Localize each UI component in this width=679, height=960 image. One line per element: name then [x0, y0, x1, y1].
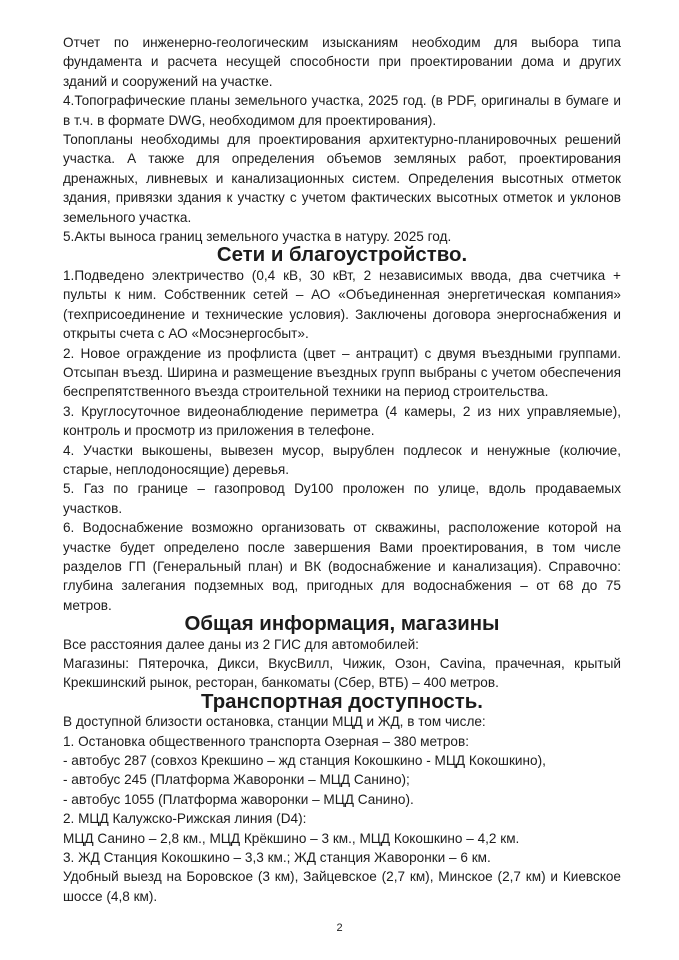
paragraph-electricity: 1.Подведено электричество (0,4 кВ, 30 кВт, 2 независимых ввода, два счетчика + пульты к ним. Собственник сетей – АО «Объединенная энергетическая компания» (техприсоединение и технические условия). Заключены договора энергоснабжения и открыты счета с АО «Мосэнергосбыт».: [63, 267, 621, 342]
heading-transport: Транспортная доступность.: [201, 690, 483, 713]
paragraph-transport-intro: В доступной близости остановка, станции МЦД и ЖД, в том числе:: [63, 714, 486, 730]
paragraph-water-supply: 6. Водоснабжение возможно организовать от скважины, расположение которой на участке будет определено после завершения Вами проектирования, в том числе разделов ГП (Генеральный план) и ВК (водоснабжение и канализация). Справочно: глубина залегания подземных вод, пригодных для водоснабжения – от 68 до 75 метров.: [63, 520, 621, 613]
paragraph-mcd-stations: МЦД Санино – 2,8 км., МЦД Крёкшино – 3 км., МЦД Кокошкино – 4,2 км.: [63, 830, 520, 846]
paragraph-geology-report: Отчет по инженерно-геологическим изысканиям необходим для выбора типа фундамента и расчета несущей способности при проектировании дома и других зданий и сооружений на участке.: [63, 35, 621, 89]
paragraph-mcd-line: 2. МЦД Калужско-Рижская линия (D4):: [63, 811, 307, 827]
heading-general-info: Общая информация, магазины: [184, 613, 500, 636]
list-item-bus-287: - автобус 287 (совхоз Крекшино – жд станция Кокошкино - МЦД Кокошкино),: [63, 753, 546, 769]
paragraph-land-clearing: 4. Участки выкошены, вывезен мусор, вырублен подлесок и ненужные (колючие, старые, неплодоносящие) деревья.: [63, 442, 621, 477]
page-number: 2: [336, 922, 343, 934]
paragraph-bus-stop: 1. Остановка общественного транспорта Озерная – 380 метров:: [63, 733, 469, 749]
list-item-bus-1055: - автобус 1055 (Платформа жаворонки – МЦД Санино).: [63, 791, 414, 807]
paragraph-video-surveillance: 3. Круглосуточное видеонаблюдение периметра (4 камеры, 2 из них управляемые), контроль и просмотр из приложения в телефоне.: [63, 403, 621, 439]
paragraph-topographic-plans: 4.Топографические планы земельного участка, 2025 год. (в PDF, оригиналы в бумаге и в т.ч. в формате DWG, необходимом для проектирования).: [63, 93, 621, 128]
paragraph-highways: Удобный выезд на Боровское (3 км), Зайцевское (2,7 км), Минское (2,7 км) и Киевское шоссе (4,8 км).: [63, 869, 621, 904]
list-item-bus-245: - автобус 245 (Платформа Жаворонки – МЦД Санино);: [63, 772, 410, 788]
paragraph-railway-stations: 3. ЖД Станция Кокошкино – 3,3 км.; ЖД станция Жаворонки – 6 км.: [63, 850, 491, 866]
paragraph-boundary-acts: 5.Акты выноса границ земельного участка в натуру. 2025 год.: [63, 229, 452, 245]
paragraph-distances-note: Все расстояния далее даны из 2 ГИС для автомобилей:: [63, 636, 419, 652]
paragraph-gas: 5. Газ по границе – газопровод Dу100 проложен по улице, вдоль продаваемых участков.: [63, 481, 621, 516]
document-page: [63, 33, 621, 906]
heading-networks: Сети и благоустройство.: [216, 244, 468, 267]
paragraph-fence: 2. Новое ограждение из профлиста (цвет – антрацит) с двумя въездными группами. Отсыпан въезд. Ширина и размещение въездных групп выбраны с учетом обеспечения беспрепятственного въезда строительной техники на период строительства.: [63, 345, 621, 400]
paragraph-topoplans-purpose: Топопланы необходимы для проектирования архитектурно-планировочных решений участка. А также для определения объемов земляных работ, проектирования дренажных, ливневых и канализационных систем. Определения высотных отметок здания, привязки здания к участку с учетом фактических высотных отметок и уклонов земельного участка.: [63, 132, 621, 225]
paragraph-shops: Магазины: Пятерочка, Дикси, ВкусВилл, Чижик, Озон, Cavina, прачечная, крытый Крекшинский рынок, ресторан, банкоматы (Сбер, ВТБ) – 400 метров.: [63, 656, 621, 691]
